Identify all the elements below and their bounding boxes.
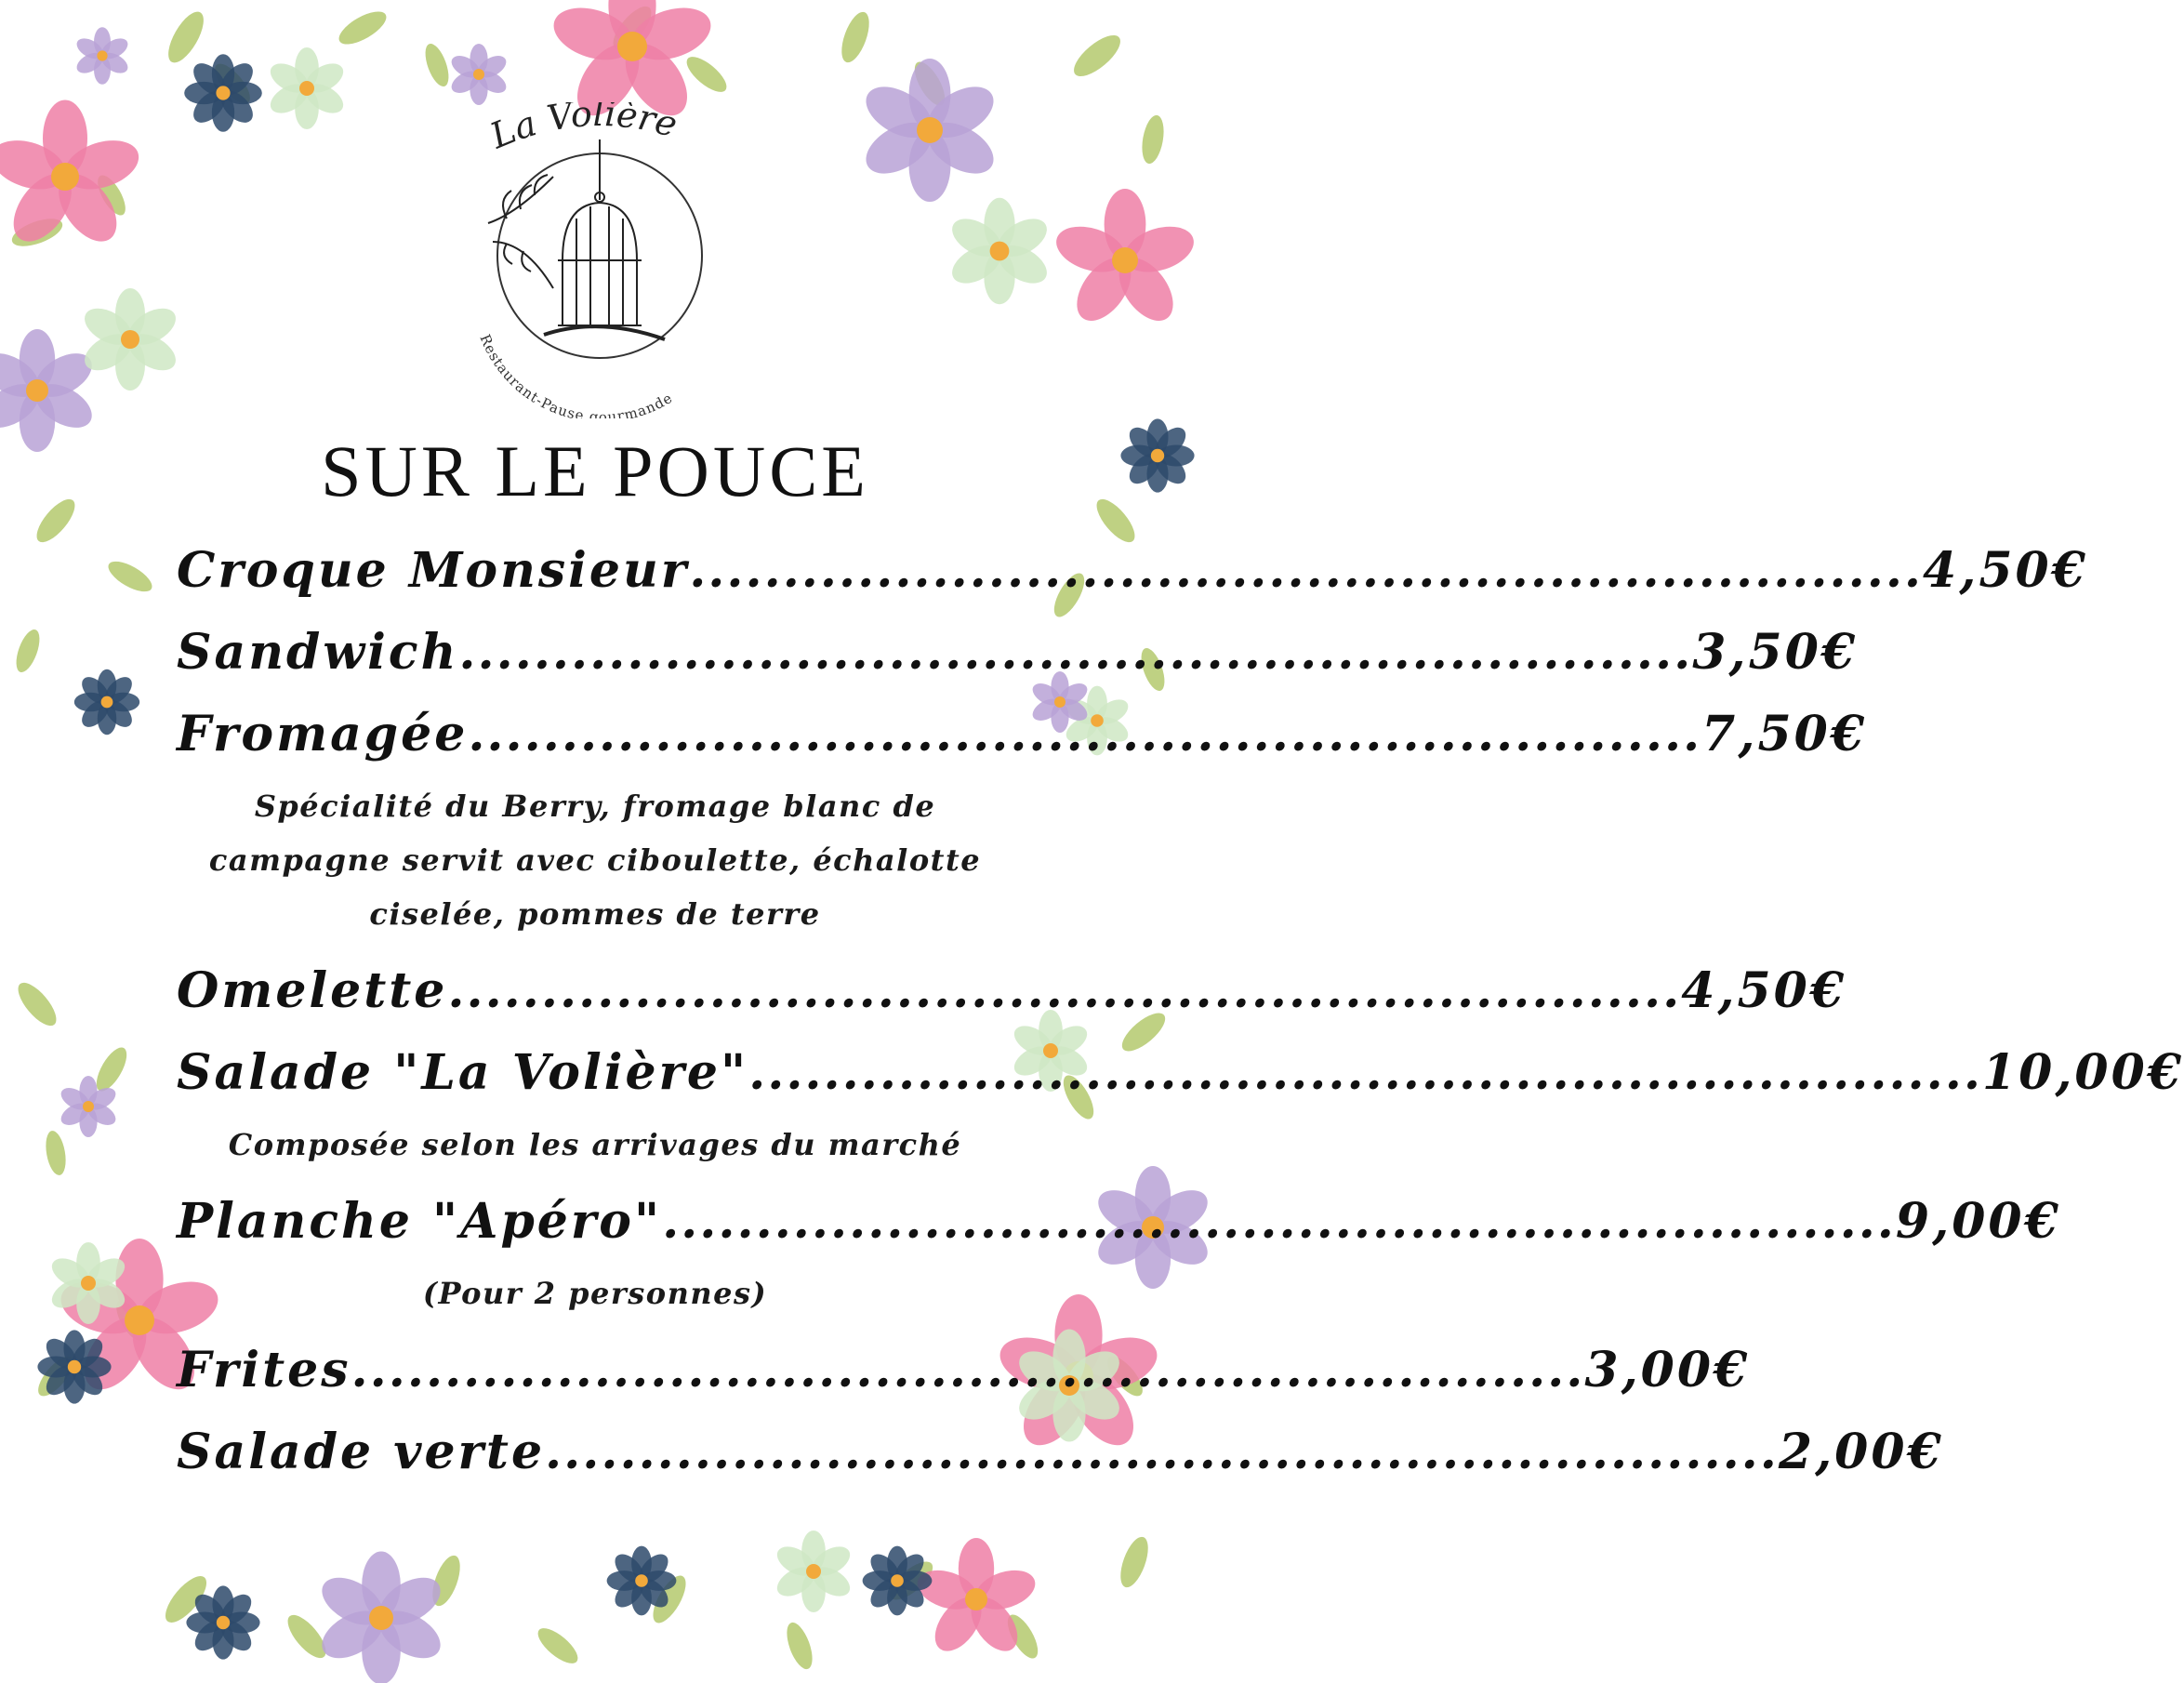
birdcage-icon — [544, 139, 665, 339]
description-line: Composée selon les arrivages du marché — [228, 1127, 962, 1162]
item-price: 7,50€ — [1701, 706, 1868, 762]
leaf-shape — [12, 977, 63, 1032]
menu-item — [177, 1032, 2184, 1114]
flower-shape — [73, 27, 131, 85]
leaf-shape — [533, 1623, 583, 1669]
menu-item — [177, 612, 1859, 694]
dot-leader: .................................................................. — [351, 1342, 1585, 1398]
leaf-shape — [104, 555, 157, 597]
item-name: Salade "La Volière" — [177, 1044, 749, 1101]
menu-item — [177, 1411, 1944, 1493]
item-price: 2,00€ — [1778, 1424, 1944, 1480]
flower-shape — [74, 669, 139, 735]
leaf-shape — [162, 7, 211, 68]
leaf-shape — [782, 1619, 817, 1672]
item-name: Salade verte — [177, 1424, 546, 1480]
logo-tagline: Restaurant-Pause gourmande — [476, 331, 676, 418]
restaurant-logo — [451, 102, 748, 418]
leaf-shape — [836, 8, 875, 66]
flower-shape — [186, 1585, 259, 1659]
description-line: campagne servit avec ciboulette, échalotte — [208, 842, 982, 878]
item-price: 3,50€ — [1692, 624, 1859, 681]
item-name: Fromagée — [177, 706, 469, 762]
leaf-shape — [682, 51, 732, 98]
item-name: Omelette — [177, 962, 448, 1019]
item-description — [158, 779, 1032, 941]
flower-shape — [857, 59, 1002, 202]
leaf-shape — [1067, 29, 1126, 84]
flower-shape — [37, 1330, 111, 1403]
item-name: Planche "Apéro" — [177, 1193, 663, 1250]
flower-shape — [0, 100, 145, 252]
item-price: 4,50€ — [1681, 962, 1847, 1019]
flower-shape — [265, 47, 348, 129]
menu-item — [177, 530, 2088, 612]
item-name: Sandwich — [177, 624, 459, 681]
dot-leader: .................................................................. — [662, 1193, 1896, 1250]
flower-shape — [863, 1546, 933, 1616]
item-name: Frites — [177, 1342, 351, 1398]
item-price: 9,00€ — [1895, 1193, 2061, 1250]
flower-shape — [78, 288, 181, 391]
menu-item — [177, 950, 1847, 1032]
description-line: ciselée, pommes de terre — [369, 896, 821, 932]
leaf-shape — [334, 6, 390, 51]
logo-name: La Volière — [484, 102, 682, 157]
menu-list — [158, 530, 2184, 1493]
flower-shape — [314, 1552, 449, 1683]
item-price: 4,50€ — [1923, 542, 2088, 599]
dot-leader: .................................................................. — [458, 624, 1693, 681]
menu-item — [177, 694, 1868, 775]
item-name: Croque Monsieur — [177, 542, 690, 599]
dot-leader: .................................................................. — [545, 1424, 1779, 1480]
leaf-shape — [43, 1129, 69, 1176]
description-line: (Pour 2 personnes) — [422, 1276, 768, 1311]
item-price: 10,00€ — [1981, 1044, 2184, 1101]
flower-shape — [1051, 189, 1199, 330]
menu-item — [177, 1181, 2061, 1263]
dot-leader: .................................................................. — [468, 706, 1702, 762]
item-price: 3,00€ — [1584, 1342, 1751, 1398]
flower-shape — [946, 198, 1053, 304]
flower-shape — [448, 44, 510, 105]
leaf-shape — [1115, 1533, 1154, 1591]
dot-leader: .................................................................. — [748, 1044, 1982, 1101]
flower-shape — [607, 1546, 677, 1616]
menu-item — [177, 1330, 1751, 1411]
leaf-shape — [1139, 113, 1167, 166]
menu-title: SUR LE POUCE — [321, 431, 869, 511]
leaf-shape — [11, 627, 44, 675]
dot-leader: .................................................................. — [447, 962, 1682, 1019]
flower-shape — [772, 1531, 854, 1612]
dot-leader: .................................................................. — [689, 542, 1924, 599]
item-description — [158, 1118, 1032, 1172]
leaf-shape — [420, 41, 453, 89]
item-description — [158, 1266, 1032, 1320]
flower-shape — [184, 54, 262, 132]
description-line: Spécialité du Berry, fromage blanc de — [254, 788, 936, 824]
